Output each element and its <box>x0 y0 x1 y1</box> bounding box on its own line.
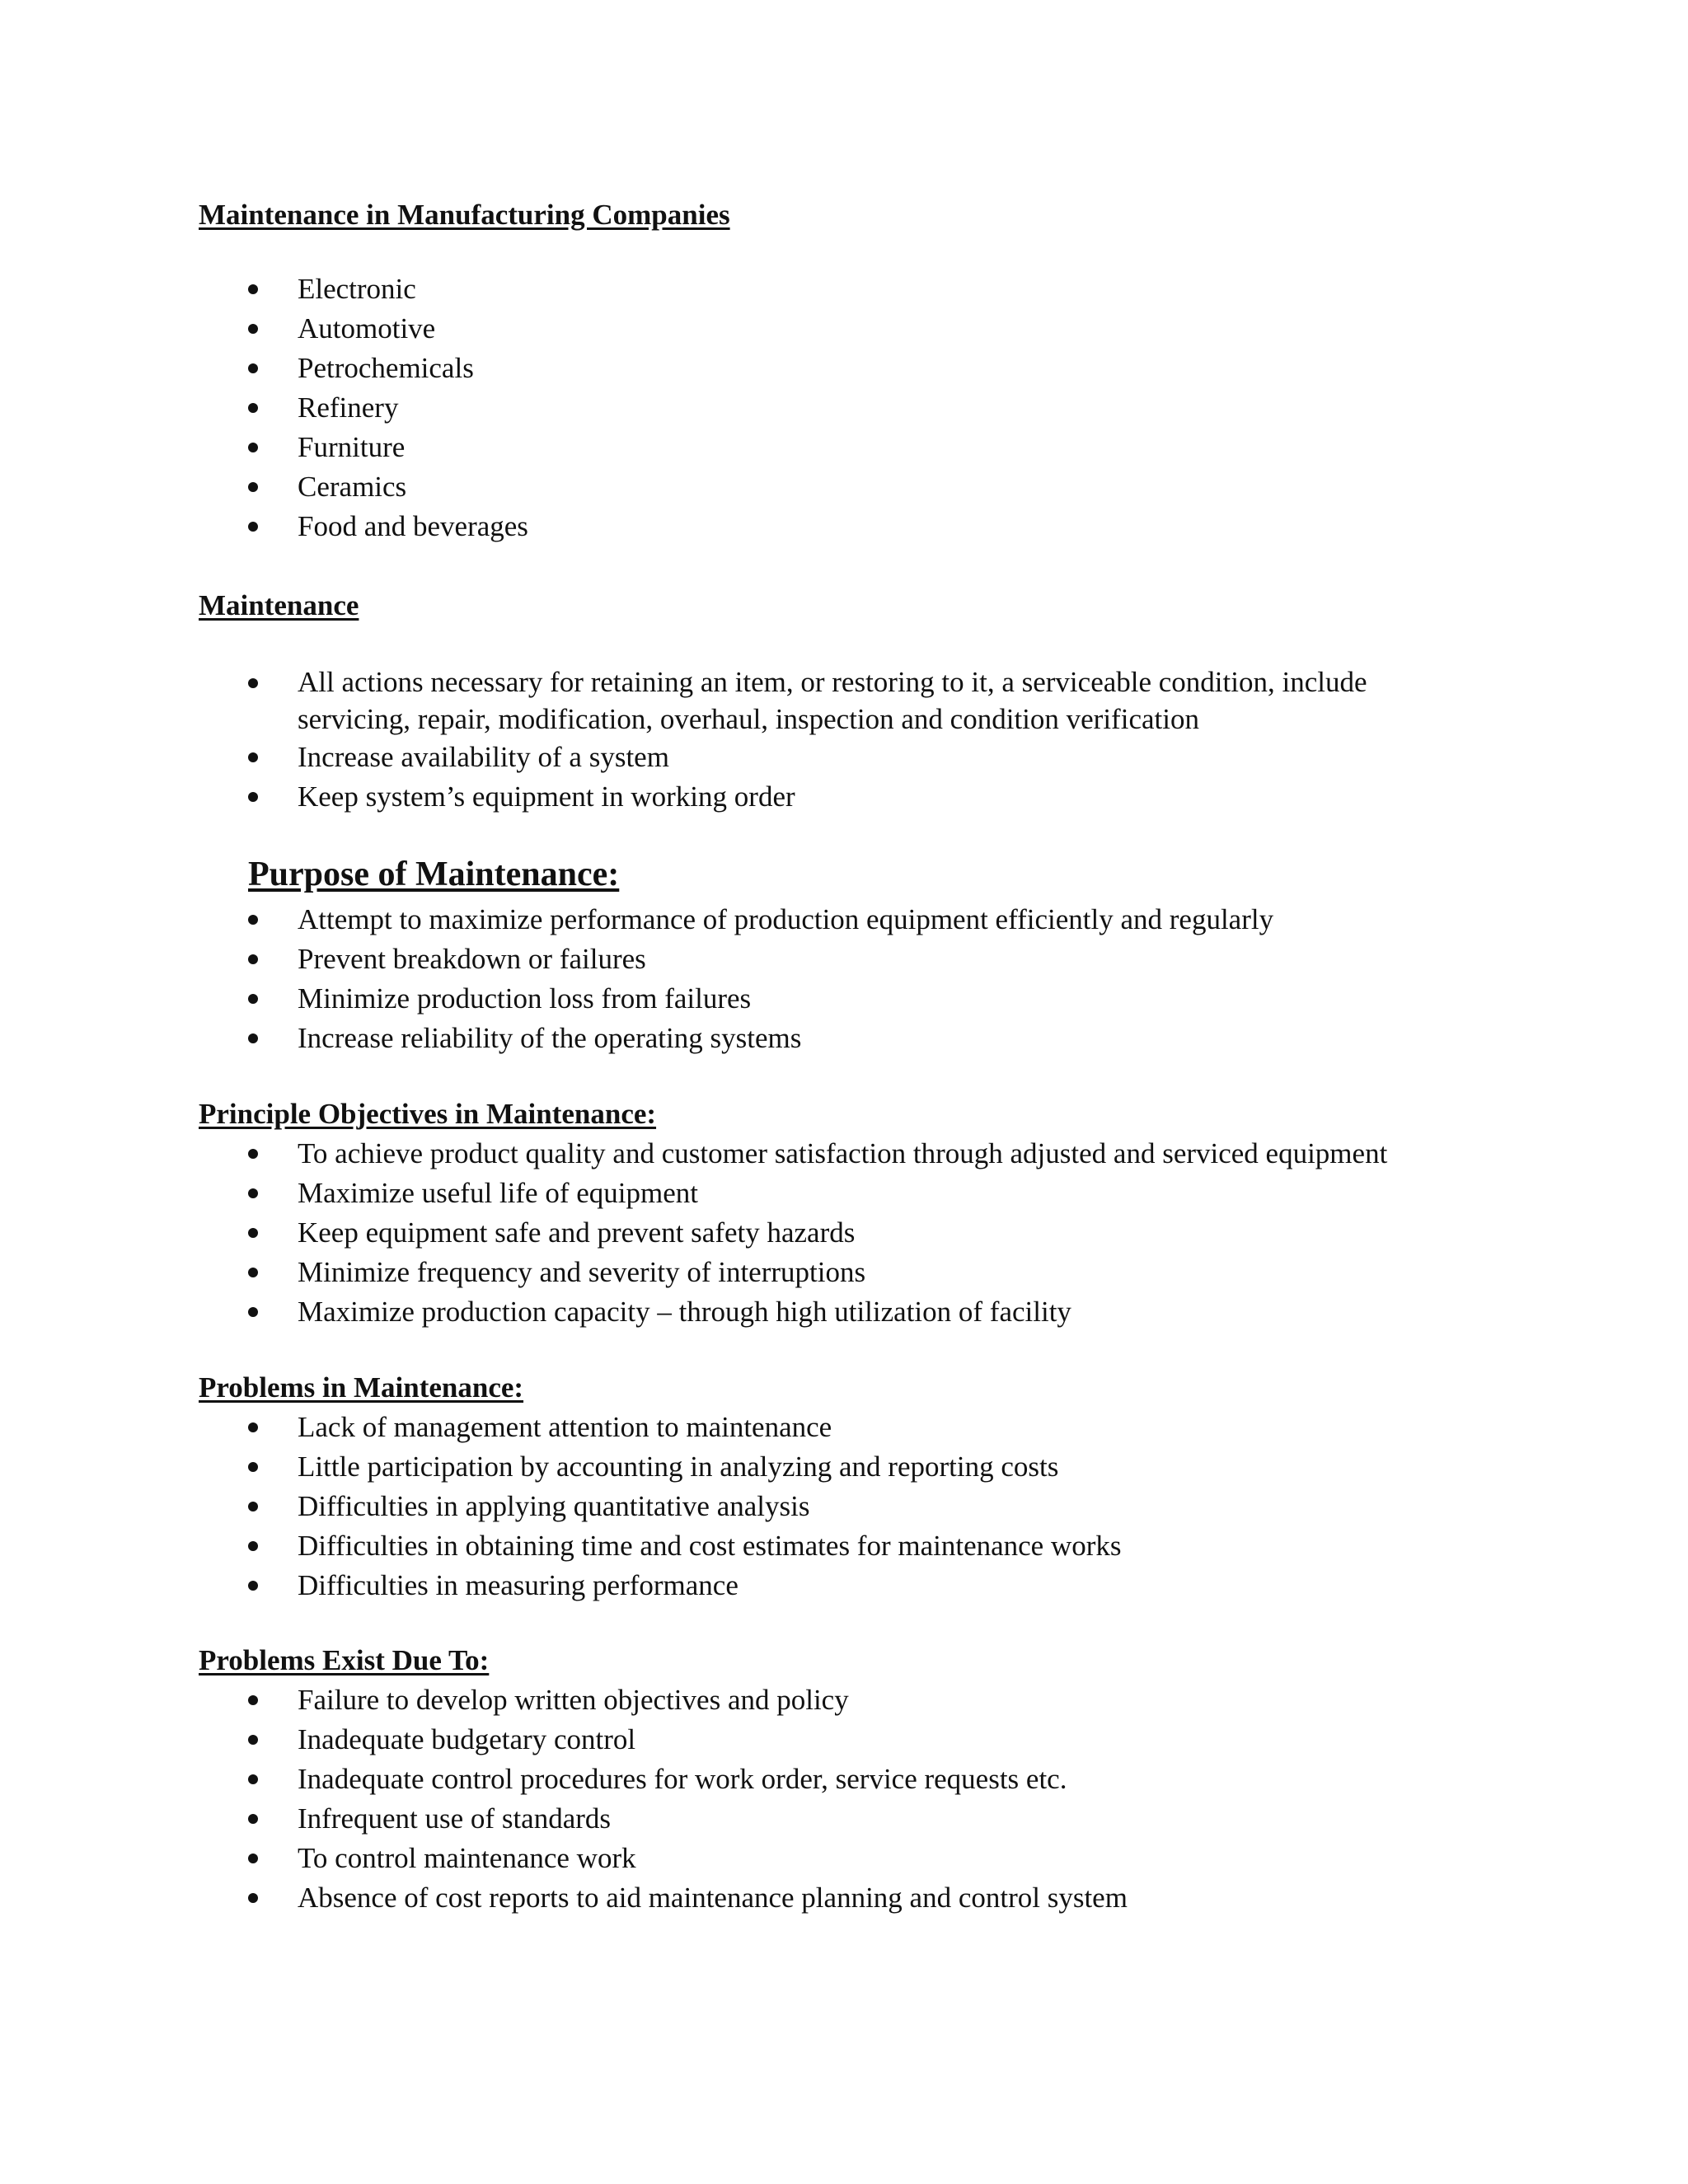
list-item <box>0 1174 1688 1213</box>
list-item <box>0 1292 1688 1332</box>
list-item-text: All actions necessary for retaining an item, or restoring to it, a serviceable condition, include servicing, repair, modification, overhaul, inspection and condition verification <box>298 666 1367 735</box>
manufacturing-companies-list <box>0 269 1688 546</box>
bullet-icon <box>248 1541 258 1551</box>
list-item <box>0 1253 1688 1292</box>
bullet-icon <box>248 1462 258 1472</box>
bullet-icon <box>248 284 258 294</box>
list-item <box>0 940 1688 979</box>
bullet-icon <box>248 363 258 373</box>
list-item <box>0 349 1688 388</box>
list-item <box>0 1408 1688 1447</box>
problems-exist-list <box>0 1680 1688 1918</box>
list-item <box>0 1760 1688 1799</box>
list-item-text: Refinery <box>298 391 399 424</box>
section-heading-problems: Problems in Maintenance: <box>199 1371 524 1404</box>
list-item <box>0 663 1427 738</box>
list-item <box>0 777 1688 817</box>
list-item-text: Prevent breakdown or failures <box>298 943 646 975</box>
section-heading-principle-objectives: Principle Objectives in Maintenance: <box>199 1098 657 1130</box>
list-item-text: Maximize useful life of equipment <box>298 1177 698 1209</box>
list-item-text: Furniture <box>298 431 406 463</box>
section-heading-problems-exist: Problems Exist Due To: <box>199 1644 490 1676</box>
list-item <box>0 1839 1688 1878</box>
bullet-icon <box>248 915 258 925</box>
list-item <box>0 1720 1688 1760</box>
principle-objectives-list <box>0 1134 1688 1332</box>
bullet-icon <box>248 1422 258 1432</box>
list-item-text: Attempt to maximize performance of production equipment efficiently and regularly <box>298 903 1274 935</box>
bullet-icon <box>248 1033 258 1043</box>
list-item <box>0 1878 1688 1918</box>
list-item <box>0 269 1688 309</box>
list-item-text: To control maintenance work <box>298 1842 636 1874</box>
list-item <box>0 388 1688 428</box>
list-item <box>0 979 1688 1019</box>
list-item <box>0 1680 1688 1720</box>
bullet-icon <box>248 1307 258 1317</box>
list-item <box>0 1447 1688 1487</box>
list-item <box>0 1019 1688 1058</box>
list-item <box>0 738 1688 777</box>
bullet-icon <box>248 1893 258 1903</box>
bullet-icon <box>248 1854 258 1863</box>
list-item-text: Minimize frequency and severity of interruptions <box>298 1256 866 1288</box>
bullet-icon <box>248 678 258 688</box>
bullet-icon <box>248 1188 258 1198</box>
list-item-text: Difficulties in applying quantitative analysis <box>298 1490 810 1522</box>
list-item-text: Increase availability of a system <box>298 741 669 773</box>
bullet-icon <box>248 443 258 452</box>
bullet-icon <box>248 1581 258 1591</box>
section-heading-purpose: Purpose of Maintenance: <box>248 855 620 893</box>
list-item-text: Maximize production capacity – through high utilization of facility <box>298 1296 1071 1328</box>
bullet-icon <box>248 1735 258 1745</box>
section-heading-maintenance: Maintenance <box>199 589 359 621</box>
problems-list <box>0 1408 1688 1605</box>
list-item <box>0 467 1688 507</box>
list-item-text: Electronic <box>298 273 416 305</box>
list-item-text: Increase reliability of the operating systems <box>298 1022 802 1054</box>
bullet-icon <box>248 1149 258 1159</box>
section-heading-manufacturing-companies: Maintenance in Manufacturing Companies <box>199 199 730 231</box>
bullet-icon <box>248 954 258 964</box>
list-item <box>0 428 1688 467</box>
list-item-text: Absence of cost reports to aid maintenance planning and control system <box>298 1882 1128 1914</box>
bullet-icon <box>248 1502 258 1511</box>
list-item <box>0 1213 1688 1253</box>
list-item <box>0 1799 1688 1839</box>
list-item-text: Little participation by accounting in analyzing and reporting costs <box>298 1451 1059 1483</box>
bullet-icon <box>248 1228 258 1238</box>
bullet-icon <box>248 482 258 492</box>
list-item-text: Difficulties in measuring performance <box>298 1569 738 1601</box>
list-item <box>0 1487 1688 1526</box>
list-item-text: Ceramics <box>298 471 407 503</box>
list-item-text: Keep equipment safe and prevent safety hazards <box>298 1216 856 1249</box>
list-item-text: Petrochemicals <box>298 352 474 384</box>
bullet-icon <box>248 1814 258 1824</box>
list-item-text: Inadequate control procedures for work order, service requests etc. <box>298 1763 1067 1795</box>
list-item-text: Keep system’s equipment in working order <box>298 780 795 813</box>
list-item-text: To achieve product quality and customer satisfaction through adjusted and serviced equipment <box>298 1137 1388 1169</box>
bullet-icon <box>248 1268 258 1277</box>
list-item-text: Difficulties in obtaining time and cost estimates for maintenance works <box>298 1530 1122 1562</box>
purpose-list <box>0 900 1688 1058</box>
list-item-text: Food and beverages <box>298 510 528 542</box>
list-item <box>0 1526 1688 1566</box>
list-item <box>0 1134 1688 1174</box>
list-item <box>0 1566 1688 1605</box>
bullet-icon <box>248 522 258 532</box>
list-item <box>0 507 1688 546</box>
list-item-text: Automotive <box>298 312 436 344</box>
bullet-icon <box>248 1695 258 1705</box>
maintenance-definition-list <box>0 663 1688 817</box>
bullet-icon <box>248 792 258 802</box>
list-item-text: Failure to develop written objectives and policy <box>298 1684 849 1716</box>
list-item <box>0 900 1688 940</box>
bullet-icon <box>248 752 258 762</box>
bullet-icon <box>248 1774 258 1784</box>
bullet-icon <box>248 403 258 413</box>
list-item-text: Minimize production loss from failures <box>298 982 752 1015</box>
bullet-icon <box>248 994 258 1004</box>
list-item-text: Inadequate budgetary control <box>298 1723 636 1755</box>
bullet-icon <box>248 324 258 334</box>
list-item-text: Lack of management attention to maintenance <box>298 1411 832 1443</box>
list-item <box>0 309 1688 349</box>
list-item-text: Infrequent use of standards <box>298 1802 612 1835</box>
